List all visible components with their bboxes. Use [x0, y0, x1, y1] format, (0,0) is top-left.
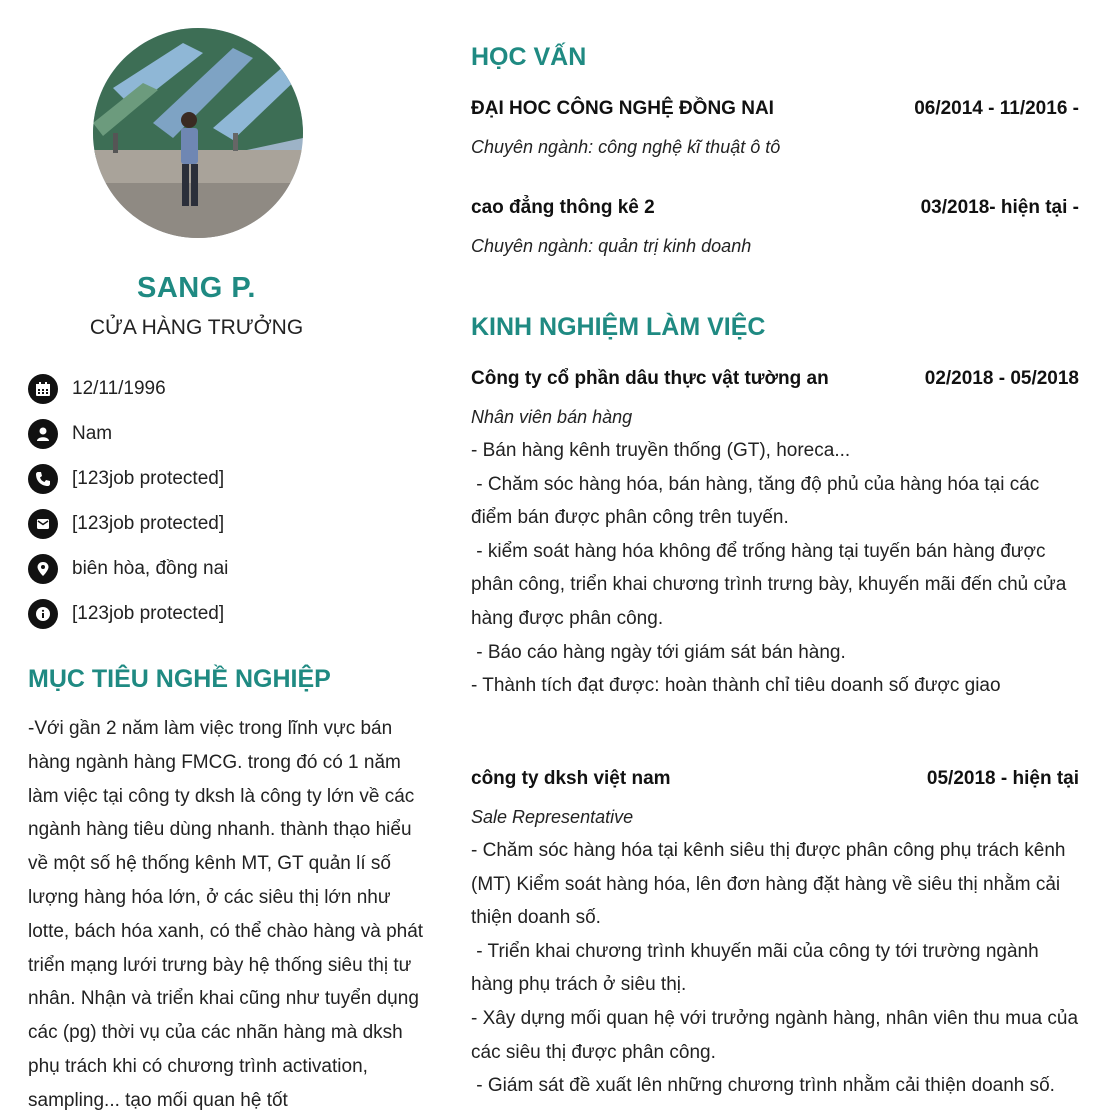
- company-name: công ty dksh việt nam: [471, 768, 671, 789]
- profile-name: SANG P.: [136, 272, 256, 304]
- contact-text: [123job protected]: [72, 467, 225, 489]
- location-icon: [28, 554, 58, 584]
- contact-address: [28, 546, 428, 591]
- school-name: cao đẳng thông kê 2: [471, 197, 655, 218]
- job-description: - Chăm sóc hàng hóa tại kênh siêu thị được phân công phụ trách kênh (MT) Kiểm soát hàng hóa, lên đơn hàng đặt hàng về siêu thị nhằm cải thiện doanh số. - Triển khai chương trình khuyến mãi của công ty tới trường ngành hàng phụ trách ở siêu thị. - Xây dựng mối quan hệ với trưởng ngành hàng, nhân viên thu mua của các siêu thị được phân công. - Giám sát đề xuất lên những chương trình nhằm cải thiện doanh số.: [471, 840, 1079, 1097]
- avatar-photo: [93, 28, 303, 238]
- contact-text: Nam: [72, 422, 113, 444]
- profile-title: CỬA HÀNG TRƯỞNG: [89, 316, 304, 339]
- job-role: Sale Representative: [471, 807, 634, 827]
- objective-text: -Với gần 2 năm làm việc trong lĩnh vực bán hàng ngành hàng FMCG. trong đó có 1 năm làm việc tại công ty dksh là công ty lớn về các ngành hàng tiêu dùng nhanh. thành thạo hiểu về một số hệ thống kênh MT, GT quản lí số lượng hàng hóa lớn, ở các siêu thị lớn như lotte, bách hóa xanh, có thể chào hàng và phát triển mạng lưới trưng bày hệ thống siêu thị tư nhân. Nhận và triển khai cũng như tuyển dụng các (pg) thời vụ của các nhãn hàng mà dksh phụ trách khi có chương trình activation, sampling... tạo mối quan hệ tốt: [28, 718, 424, 1111]
- contact-birthdate: [28, 366, 428, 411]
- avatar: [93, 28, 303, 238]
- contact-list: [28, 366, 428, 636]
- contact-email: [28, 501, 428, 546]
- school-name: ĐẠI HOC CÔNG NGHỆ ĐỒNG NAI: [471, 98, 774, 119]
- job-period: 02/2018 - 05/2018: [924, 368, 1079, 389]
- contact-gender: [28, 411, 428, 456]
- job-role: Nhân viên bán hàng: [471, 407, 633, 427]
- contact-info: [28, 591, 428, 636]
- education-period: 06/2014 - 11/2016 -: [914, 98, 1079, 119]
- education-major: Chuyên ngành: công nghệ kĩ thuật ô tô: [471, 137, 781, 157]
- education-item: [471, 98, 1079, 158]
- contact-phone: [28, 456, 428, 501]
- job-period: 05/2018 - hiện tại: [926, 768, 1079, 789]
- experience-item: [471, 368, 1079, 703]
- contact-text: biên hòa, đồng nai: [72, 557, 229, 579]
- user-icon: [28, 419, 58, 449]
- company-name: Công ty cổ phần dâu thực vật tường an: [471, 368, 829, 389]
- calendar-icon: [28, 374, 58, 404]
- info-icon: [28, 599, 58, 629]
- education-period: 03/2018- hiện tại -: [920, 197, 1079, 218]
- education-major: Chuyên ngành: quản trị kinh doanh: [471, 236, 752, 256]
- contact-text: [123job protected]: [72, 512, 225, 534]
- experience-item: [471, 768, 1079, 1103]
- education-heading: HỌC VẤN: [471, 43, 587, 71]
- experience-heading: KINH NGHIỆM LÀM VIỆC: [471, 313, 766, 341]
- objective-heading: MỤC TIÊU NGHỀ NGHIỆP: [28, 665, 331, 693]
- phone-icon: [28, 464, 58, 494]
- education-item: [471, 197, 1079, 257]
- email-icon: [28, 509, 58, 539]
- job-description: - Bán hàng kênh truyền thống (GT), horeca... - Chăm sóc hàng hóa, bán hàng, tăng độ phủ của hàng hóa tại các điểm bán được phân công trên tuyến. - kiểm soát hàng hóa không để trống hàng tại tuyến bán hàng được phân công, triển khai chương trình trưng bày, khuyến mãi đến chủ cửa hàng được phân công. - Báo cáo hàng ngày tới giám sát bán hàng. - Thành tích đạt được: hoàn thành chỉ tiêu doanh số được giao: [471, 440, 1067, 697]
- contact-text: 12/11/1996: [72, 377, 166, 399]
- contact-text: [123job protected]: [72, 602, 225, 624]
